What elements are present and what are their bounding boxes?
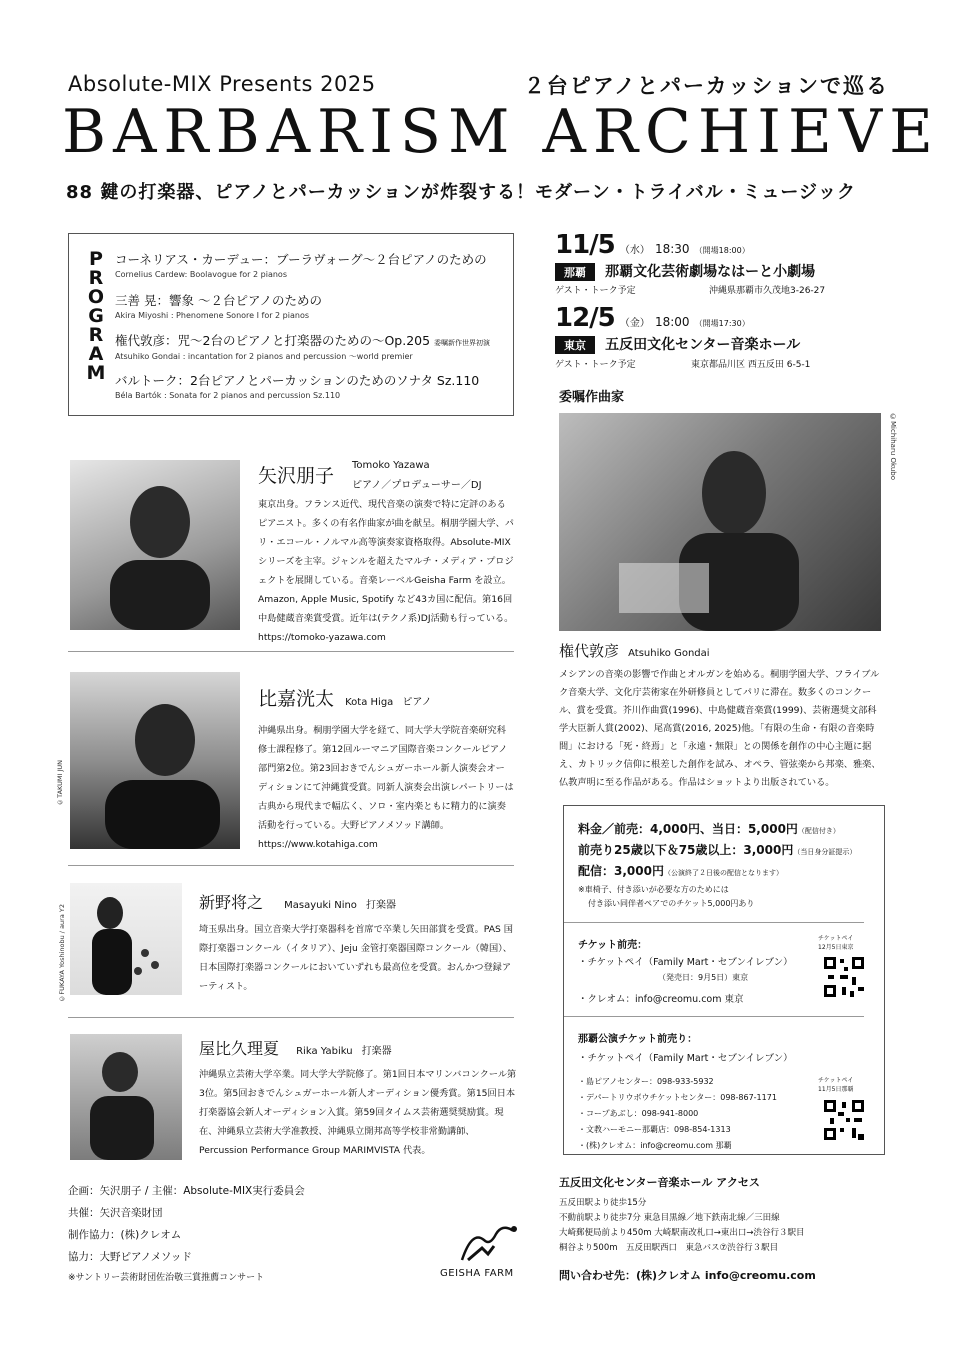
divider bbox=[564, 922, 864, 923]
program-item-subtitle: Béla Bartók : Sonata for 2 pianos and percussion Sz.110 bbox=[115, 391, 341, 400]
concert-day: （金） bbox=[619, 318, 650, 329]
advance-ticketpay[interactable]: ・チケットペイ（Family Mart・セブンイレブン） bbox=[578, 957, 793, 968]
artist-name: 矢沢朋子 bbox=[258, 465, 335, 487]
credit-line: 協力：大野ピアノメソッド bbox=[68, 1251, 192, 1263]
qr-label-line: 12月5日東京 bbox=[818, 944, 854, 951]
geisha-farm-logo-text: GEISHA FARM bbox=[440, 1268, 514, 1279]
program-item-subtitle: Cornelius Cardew: Boolavogue for 2 pianos bbox=[115, 270, 287, 279]
presenter-line: Absolute-MIX Presents 2025 bbox=[68, 72, 376, 96]
access-line: 桐谷より500m 五反田駅西口 東急バス⑦渋谷行３駅目 bbox=[559, 1243, 779, 1253]
naha-outlet: ・デパートリウボウチケットセンター：098-867-1171 bbox=[578, 1093, 777, 1102]
program-item-title: バルトーク：2台ピアノとパーカッションのためのソナタ Sz.110 bbox=[115, 373, 480, 388]
photo-credit: ©TAKUMI JUN bbox=[56, 760, 64, 806]
program-label-letter: P bbox=[89, 248, 103, 270]
program-item-title: 権代敦彦：咒〜2台のピアノと打楽器のための〜Op.205 bbox=[115, 333, 431, 348]
access-line: 不動前駅より徒歩7分 東急目黒線／地下鉄南北線／三田線 bbox=[559, 1213, 780, 1223]
program-label-letter: R bbox=[88, 324, 104, 346]
advance-release: （発売日：9月5日）東京 bbox=[658, 973, 749, 982]
recommendation-note: ※サントリー芸術財団佐治敬三賞推薦コンサート bbox=[68, 1273, 265, 1283]
concert-doors: （開場18:00） bbox=[694, 246, 750, 255]
program-item bbox=[115, 291, 322, 320]
qr-label-line: チケットペイ bbox=[818, 1077, 854, 1084]
artist-bio: 沖縄県出身。桐朋学園大学を経て、同大学大学院音楽研究科修士課程修了。第12回ルーマニア国際音楽コンクールピアノ部門第2位。第23回おきでんシュガーホール新人演奏会オーディションにて沖縄賞受賞。同新人演奏会出演レパートリーは古典から現代まで幅広く、ソロ・室内楽ともに精力的に演奏活動を行っている。大野ピアノメソッド講師。 https://www.kotahiga.com bbox=[258, 725, 514, 850]
venue-name: 那覇文化芸術劇場なはーと小劇場 bbox=[605, 264, 816, 280]
artist-photo bbox=[70, 460, 240, 630]
photo-credit: ©Michiharu Okubo bbox=[889, 413, 897, 480]
artist-name: 新野将之 bbox=[199, 893, 264, 912]
naha-ticketpay[interactable]: ・チケットペイ（Family Mart・セブンイレブン） bbox=[578, 1053, 793, 1064]
access-title: 五反田文化センター音楽ホール アクセス bbox=[559, 1176, 760, 1189]
qr-label-line: 11月5日那覇 bbox=[818, 1086, 854, 1093]
advance-title: チケット前売： bbox=[578, 940, 648, 951]
wheelchair-note: 付き添い同伴者ペアでのチケット5,000円あり bbox=[588, 899, 755, 908]
composer-photo bbox=[559, 413, 881, 631]
qr-label bbox=[818, 934, 853, 952]
portrait-silhouette bbox=[70, 1034, 182, 1160]
concert-doors: （開場17:30） bbox=[694, 319, 750, 328]
concert-date: 12/5 bbox=[555, 303, 615, 333]
event-subtitle: 88 鍵の打楽器、ピアノとパーカッションが炸裂する！モダーン・トライバル・ミュージック bbox=[66, 182, 856, 203]
naha-outlet-list bbox=[578, 1074, 777, 1154]
composer-section-label: 委嘱作曲家 bbox=[559, 390, 625, 405]
city-badge: 那覇 bbox=[555, 263, 595, 281]
artist-photo bbox=[70, 883, 182, 995]
price-text: 料金／前売：4,000円、当日：5,000円 bbox=[578, 822, 798, 836]
program-item-title: コーネリアス・カーデュー：ブーラヴォーグ〜２台ピアノのための bbox=[115, 252, 487, 267]
artist-name-line bbox=[199, 1036, 392, 1059]
artist-role: 打楽器 bbox=[361, 1046, 392, 1057]
artist-name-en: Tomoko Yazawa bbox=[352, 460, 430, 471]
price-note: （公演終了２日後の配信となります） bbox=[663, 869, 783, 877]
concert-time: 18:30 bbox=[654, 242, 690, 256]
program-item bbox=[115, 331, 490, 362]
naha-title: 那覇公演チケット前売り： bbox=[578, 1034, 698, 1045]
credit-line: 共催：矢沢音楽財団 bbox=[68, 1207, 163, 1219]
artist-bio: 東京出身。フランス近代、現代音楽の演奏で特に定評のあるピアニスト。多くの有名作曲家が曲を献呈。桐朋学園大学、パリ・エコール・ノルマル高等演奏家資格取得。Absolute-MIXシリーズを主宰。ジャンルを超えたマルチ・メディア・プロジェクトを展開している。音楽レーベルGeisha Farm を設立。Amazon, Apple Music, Spotify など43カ国に配信。第16回中島健蔵音楽賞受賞。近年は(テクノ系)DJ活動も行っている。https://tomoko-yazawa.com bbox=[258, 499, 514, 643]
program-label-letter: O bbox=[87, 286, 105, 308]
artist-name-en: Rika Yabiku bbox=[296, 1046, 353, 1057]
venue-address: 沖縄県那覇市久茂地3-26-27 bbox=[709, 286, 826, 296]
qr-label-line: チケットペイ bbox=[818, 935, 854, 942]
concert-venue-1 bbox=[555, 261, 815, 281]
venue-name: 五反田文化センター音楽ホール bbox=[605, 337, 801, 353]
artist-name: 比嘉洸太 bbox=[258, 688, 335, 710]
city-badge: 東京 bbox=[555, 336, 595, 354]
concert-time: 18:00 bbox=[654, 315, 690, 329]
composer-name-en: Atsuhiko Gondai bbox=[628, 648, 710, 659]
portrait-silhouette bbox=[70, 672, 240, 849]
price-text: 前売り25歳以下＆75歳以上：3,000円 bbox=[578, 843, 794, 857]
credits-block bbox=[68, 1180, 305, 1268]
artist-role: ピアノ／プロデューサー／DJ bbox=[352, 480, 482, 491]
artist-photo bbox=[70, 672, 240, 849]
tagline: ２台ピアノとパーカッションで巡る bbox=[523, 74, 889, 98]
concert-date-2 bbox=[555, 303, 750, 333]
artist-role: 打楽器 bbox=[366, 900, 397, 911]
naha-outlet: ・(株)クレオム：info@creomu.com 那覇 bbox=[578, 1141, 732, 1150]
naha-outlet: ・島ピアノセンター：098-933-5932 bbox=[578, 1077, 714, 1086]
ticket-info-box bbox=[563, 805, 885, 1155]
divider bbox=[564, 1016, 864, 1017]
wheelchair-note: ※車椅子、付き添いが必要な方のためには bbox=[578, 885, 729, 894]
composer-portrait-illustration bbox=[559, 413, 881, 631]
price-line bbox=[578, 841, 856, 858]
access-directions bbox=[559, 1196, 804, 1256]
guest-talk-note: ゲスト・トーク予定 bbox=[555, 360, 636, 370]
program-item-subtitle: Akira Miyoshi : Phenomene Sonore I for 2 pianos bbox=[115, 311, 310, 320]
portrait-silhouette bbox=[70, 883, 182, 995]
divider bbox=[68, 1017, 514, 1018]
program-item bbox=[115, 250, 487, 279]
price-line bbox=[578, 862, 783, 879]
composer-name-line bbox=[559, 640, 710, 661]
naha-outlet: ・文教ハーモニー那覇店：098-854-1313 bbox=[578, 1125, 731, 1134]
photo-credit: ©FUKAYA Yoshinobu / aura Y2 bbox=[58, 904, 66, 1003]
artist-name-line bbox=[258, 461, 334, 488]
artist-photo bbox=[70, 1034, 182, 1160]
concert-venue-2 bbox=[555, 334, 800, 354]
program-item-title: 三善 晃：響象 〜２台ピアノのための bbox=[115, 293, 322, 308]
price-text: 配信：3,000円 bbox=[578, 864, 664, 878]
program-label-letter: M bbox=[86, 362, 106, 384]
artist-name-line bbox=[258, 684, 432, 711]
artist-name: 屋比久理夏 bbox=[199, 1039, 280, 1058]
premiere-tag: 委嘱新作世界初演 bbox=[434, 339, 491, 347]
access-line: 大崎郵便局前より450m 大崎駅南改札口→東出口→渋谷行３駅目 bbox=[559, 1228, 805, 1238]
naha-outlet: ・コープあぶし：098-941-8000 bbox=[578, 1109, 699, 1118]
price-note: （当日身分証提示） bbox=[793, 848, 857, 856]
artist-bio: 埼玉県出身。国立音楽大学打楽器科を首席で卒業し矢田部賞を受賞。PAS 国際打楽器コンクール（イタリア）、Jeju 金管打楽器国際コンクール（韓国）、日本国際打楽器コンクールにおいていずれも最高位を受賞。おんかつ登録アーティスト。 bbox=[199, 924, 513, 992]
portrait-silhouette bbox=[70, 460, 240, 630]
credit-line: 企画：矢沢朋子 / 主催：Absolute-MIX実行委員会 bbox=[68, 1185, 305, 1197]
artist-name-line bbox=[199, 890, 396, 913]
concert-day: （水） bbox=[619, 245, 650, 256]
program-item bbox=[115, 371, 479, 400]
composer-bio: メシアンの音楽の影響で作曲とオルガンを始める。桐朋学園大学、フライブルク音楽大学、文化庁芸術家在外研修員としてパリに滞在。数多くのコンクール、賞を受賞。芥川作曲賞(1996)、中島健蔵音楽賞(1999)、芸術選奨文部科学大臣新人賞(2002)、尾高賞(2016, 2025)他。「有限の生命・有限の音楽時間」における「死・終焉」と「永遠・無限」との関係を創作の中心主題に据え、カトリック信仰に根差した創作を試み、オペラ、管弦楽から邦楽、雅楽、仏教声明に至る作品がある。作品はショットより出版されている。 bbox=[559, 669, 881, 788]
price-note: （配信付き） bbox=[797, 827, 840, 835]
artist-bio: 沖縄県立芸術大学卒業。同大学大学院修了。第1回日本マリンバコンクール第3位。第5回おきでんシュガーホール新人オーディション優秀賞。第15回日本打楽器協会新人オーディション入賞。第59回タイムス芸術選奨奨励賞。現在、沖縄県立芸術大学准教授、沖縄県立開邦高等学校非常勤講師、Percussion Performance Group MARIMVISTA 代表。 bbox=[199, 1069, 517, 1156]
divider bbox=[68, 865, 514, 866]
guest-talk-note: ゲスト・トーク予定 bbox=[555, 286, 636, 296]
divider bbox=[68, 651, 514, 652]
program-item-subtitle: Atsuhiko Gondai : incantation for 2 pianos and percussion 〜world premier bbox=[115, 352, 413, 361]
composer-name: 権代敦彦 bbox=[559, 642, 620, 660]
program-box bbox=[68, 233, 514, 416]
qr-label bbox=[818, 1076, 853, 1094]
access-line: 五反田駅より徒歩15分 bbox=[559, 1198, 647, 1208]
artist-role: ピアノ bbox=[402, 697, 432, 708]
program-label bbox=[82, 250, 110, 383]
advance-creomu[interactable]: ・クレオム：info@creomu.com 東京 bbox=[578, 994, 744, 1005]
program-label-letter: R bbox=[88, 267, 104, 289]
program-label-letter: A bbox=[88, 343, 104, 365]
program-label-letter: G bbox=[88, 305, 104, 327]
event-title: BARBARISM ARCHIEVE bbox=[62, 97, 940, 167]
artist-name-en: Kota Higa bbox=[345, 697, 394, 708]
contact-info[interactable]: 問い合わせ先：(株)クレオム info@creomu.com bbox=[559, 1269, 816, 1282]
geisha-farm-logo-icon bbox=[458, 1220, 520, 1266]
price-line bbox=[578, 820, 840, 837]
venue-address: 東京都品川区 西五反田 6-5-1 bbox=[691, 360, 811, 370]
qr-code-icon[interactable] bbox=[822, 1098, 866, 1142]
concert-date: 11/5 bbox=[555, 230, 615, 260]
artist-name-en: Masayuki Nino bbox=[284, 900, 357, 911]
qr-code-icon[interactable] bbox=[822, 955, 866, 999]
concert-date-1 bbox=[555, 230, 750, 260]
credit-line: 制作協力：(株)クレオム bbox=[68, 1229, 182, 1241]
